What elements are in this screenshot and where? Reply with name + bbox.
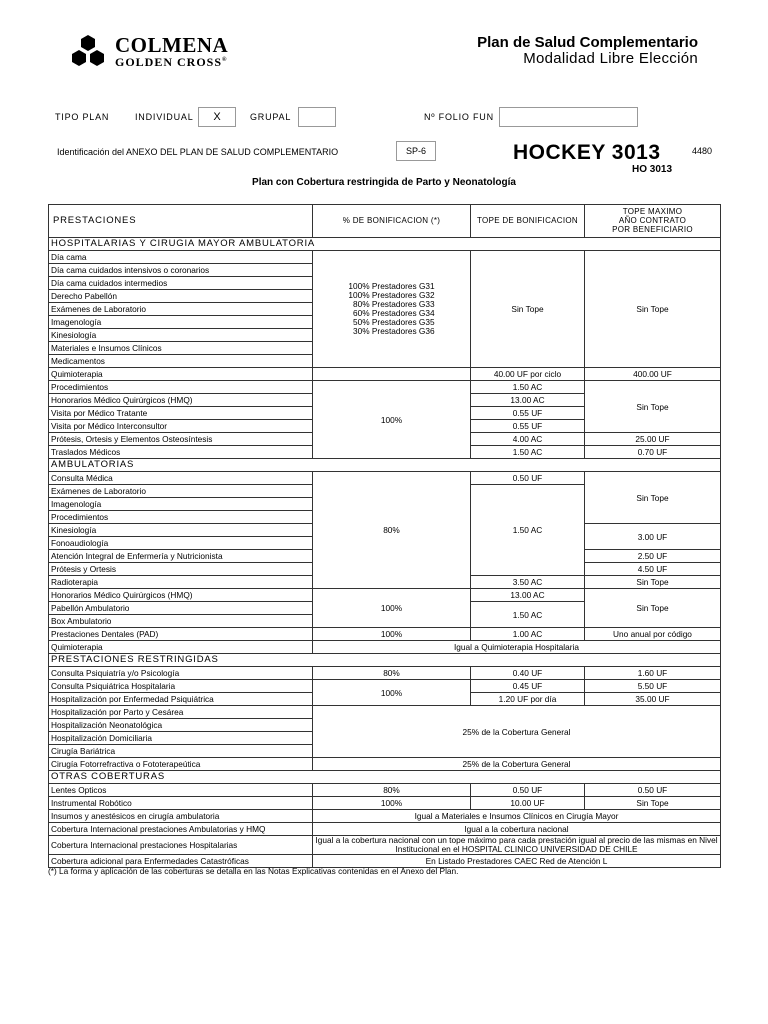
row-label: Hospitalización Domiciliaria xyxy=(49,732,313,745)
hosp-bonificacion: 100% Prestadores G31 100% Prestadores G32 80% Prestadores G33 60% Prestadores G34 50% Prestadores G35 30% Prestadores G36 xyxy=(313,251,471,368)
anexo-label: Identificación del ANEXO DEL PLAN DE SALUD COMPLEMENTARIO xyxy=(57,147,339,157)
hosp-tope: Sin Tope xyxy=(471,251,585,368)
row-label: Atención Integral de Enfermería y Nutricionista xyxy=(49,550,313,563)
cell-bonificacion: 100% xyxy=(313,628,471,641)
cell-tope: 13.00 AC xyxy=(471,394,585,407)
cell-tope-max: 4.50 UF xyxy=(585,563,721,576)
row-label: Prestaciones Dentales (PAD) xyxy=(49,628,313,641)
row-label: Hospitalización por Enfermedad Psiquiátrica xyxy=(49,693,313,706)
cell-tope: 10.00 UF xyxy=(471,797,585,810)
brand-name: COLMENA xyxy=(115,33,229,57)
row-label: Día cama cuidados intermedios xyxy=(49,277,313,290)
footnote: (*) La forma y aplicación de las coberturas se detalla en las Notas Explicativas contenidas en el Anexo del Plan. xyxy=(48,866,459,876)
cell-tope: 3.50 AC xyxy=(471,576,585,589)
header-tope: TOPE DE BONIFICACION xyxy=(471,205,585,238)
cell-tope: 1.20 UF por día xyxy=(471,693,585,706)
cell-tope: 40.00 UF por ciclo xyxy=(471,368,585,381)
hosp2-bonificacion: 100% xyxy=(313,381,471,459)
cell-tope-max: 3.00 UF xyxy=(585,524,721,550)
grupal-field[interactable] xyxy=(298,107,336,127)
row-label: Cobertura adicional para Enfermedades Catastróficas xyxy=(49,855,313,868)
row-label: Honorarios Médico Quirúrgicos (HMQ) xyxy=(49,589,313,602)
table-row xyxy=(49,368,721,381)
row-label: Derecho Pabellón xyxy=(49,290,313,303)
cell-tope: 0.50 UF xyxy=(471,472,585,485)
table-row xyxy=(49,823,721,836)
section-restringidas: PRESTACIONES RESTRINGIDAS xyxy=(49,654,721,667)
hosp2-tope-max: Sin Tope xyxy=(585,381,721,433)
header-prestaciones: PRESTACIONES xyxy=(49,205,313,238)
cell-tope: 4.00 AC xyxy=(471,433,585,446)
plan-number: 4480 xyxy=(692,146,713,156)
row-label: Día cama cuidados intensivos o coronarios xyxy=(49,264,313,277)
cell-tope-max: Sin Tope xyxy=(585,576,721,589)
row-label: Consulta Médica xyxy=(49,472,313,485)
table-row xyxy=(49,836,721,855)
row-label: Prótesis, Ortesis y Elementos Osteosíntesis xyxy=(49,433,313,446)
row-label: Kinesiología xyxy=(49,329,313,342)
row-label: Prótesis y Ortesis xyxy=(49,563,313,576)
cell-tope-max: 0.70 UF xyxy=(585,446,721,459)
coverage-table xyxy=(48,204,721,868)
plan-code: HO 3013 xyxy=(632,164,673,175)
row-label: Procedimientos xyxy=(49,381,313,394)
cell-tope: 0.40 UF xyxy=(471,667,585,680)
row-label: Quimioterapia xyxy=(49,368,313,381)
row-label: Visita por Médico Tratante xyxy=(49,407,313,420)
table-row xyxy=(49,706,721,719)
row-label: Medicamentos xyxy=(49,355,313,368)
individual-label: INDIVIDUAL xyxy=(135,112,194,122)
tipo-plan-label: TIPO PLAN xyxy=(55,112,110,122)
header-tope-maximo: TOPE MAXIMO AÑO CONTRATO POR BENEFICIARIO xyxy=(585,205,721,238)
row-label: Lentes Opticos xyxy=(49,784,313,797)
cell-tope: 0.55 UF xyxy=(471,420,585,433)
colmena-logo xyxy=(68,34,268,68)
row-label: Hospitalización por Parto y Cesárea xyxy=(49,706,313,719)
row-label: Cirugía Bariátrica xyxy=(49,745,313,758)
row-label: Pabellón Ambulatorio xyxy=(49,602,313,615)
empty-cell xyxy=(313,368,471,381)
cell-tope: 1.50 AC xyxy=(471,602,585,628)
table-row xyxy=(49,628,721,641)
cell-tope: 0.55 UF xyxy=(471,407,585,420)
cell-tope-max: Uno anual por código xyxy=(585,628,721,641)
cell-bonificacion: 100% xyxy=(313,680,471,706)
grupal-label: GRUPAL xyxy=(250,112,292,122)
cell-tope-max: 2.50 UF xyxy=(585,550,721,563)
table-row xyxy=(49,810,721,823)
table-row xyxy=(49,797,721,810)
table-row xyxy=(49,784,721,797)
row-label: Imagenología xyxy=(49,316,313,329)
row-label: Fonoaudiología xyxy=(49,537,313,550)
row-label: Traslados Médicos xyxy=(49,446,313,459)
row-label: Imagenología xyxy=(49,498,313,511)
row-label: Quimioterapia xyxy=(49,641,313,654)
table-row xyxy=(49,680,721,693)
cell-tope-max: Sin Tope xyxy=(585,797,721,810)
section-hospitalarias: HOSPITALARIAS Y CIRUGIA MAYOR AMBULATORIA xyxy=(49,238,721,251)
header-bonificacion: % DE BONIFICACION (*) xyxy=(313,205,471,238)
cell-tope-max: 1.60 UF xyxy=(585,667,721,680)
row-label: Día cama xyxy=(49,251,313,264)
row-label: Instrumental Robótico xyxy=(49,797,313,810)
table-row xyxy=(49,641,721,654)
cell-bonificacion: 100% xyxy=(313,797,471,810)
anexo-field[interactable]: SP-6 xyxy=(396,141,436,161)
page-title: Plan de Salud Complementario xyxy=(477,34,698,51)
table-header-row xyxy=(49,205,721,238)
honeycomb-logo-icon xyxy=(68,34,108,68)
row-label: Insumos y anestésicos en cirugía ambulatoria xyxy=(49,810,313,823)
row-label: Exámenes de Laboratorio xyxy=(49,303,313,316)
row-label: Consulta Psiquiatría y/o Psicología xyxy=(49,667,313,680)
plan-name: HOCKEY 3013 xyxy=(513,141,661,164)
cell-merged: 25% de la Cobertura General xyxy=(313,706,721,758)
cell-tope-max: 5.50 UF xyxy=(585,680,721,693)
section-ambulatorias: AMBULATORIAS xyxy=(49,459,721,472)
cell-merged: Igual a Quimioterapia Hospitalaria xyxy=(313,641,721,654)
page-subtitle: Modalidad Libre Elección xyxy=(523,50,698,67)
cell-tope-max: 400.00 UF xyxy=(585,368,721,381)
cell-merged: Igual a Materiales e Insumos Clínicos en Cirugía Mayor xyxy=(313,810,721,823)
table-row xyxy=(49,589,721,602)
cell-tope-max: 25.00 UF xyxy=(585,433,721,446)
cell-tope: 1.00 AC xyxy=(471,628,585,641)
plan-subtitle: Plan con Cobertura restringida de Parto y Neonatología xyxy=(252,177,516,188)
folio-field[interactable] xyxy=(499,107,638,127)
row-label: Materiales e Insumos Clínicos xyxy=(49,342,313,355)
amb2-bonificacion: 100% xyxy=(313,589,471,628)
row-label: Cirugía Fotorrefractiva o Fototerapeútica xyxy=(49,758,313,771)
amb-tope-max: Sin Tope xyxy=(585,472,721,524)
row-label: Hospitalización Neonatológica xyxy=(49,719,313,732)
table-row xyxy=(49,472,721,485)
row-label: Procedimientos xyxy=(49,511,313,524)
table-row xyxy=(49,251,721,264)
cell-tope: 13.00 AC xyxy=(471,589,585,602)
cell-tope: 1.50 AC xyxy=(471,446,585,459)
cell-tope: 0.50 UF xyxy=(471,784,585,797)
amb-tope: 1.50 AC xyxy=(471,485,585,576)
table-row xyxy=(49,667,721,680)
row-label: Visita por Médico Interconsultor xyxy=(49,420,313,433)
amb2-tope-max: Sin Tope xyxy=(585,589,721,628)
row-label: Consulta Psiquiátrica Hospitalaria xyxy=(49,680,313,693)
cell-merged: 25% de la Cobertura General xyxy=(313,758,721,771)
cell-tope: 0.45 UF xyxy=(471,680,585,693)
amb-bonificacion: 80% xyxy=(313,472,471,589)
cell-tope: 1.50 AC xyxy=(471,381,585,394)
row-label: Honorarios Médico Quirúrgicos (HMQ) xyxy=(49,394,313,407)
hosp-tope-max: Sin Tope xyxy=(585,251,721,368)
cell-merged: Igual a la cobertura nacional con un tope máximo para cada prestación igual al precio de las mismas en Nivel Institucional en el HOSPITAL CLINICO UNIVERSIDAD DE CHILE xyxy=(313,836,721,855)
row-label: Cobertura Internacional prestaciones Hospitalarias xyxy=(49,836,313,855)
cell-bonificacion: 80% xyxy=(313,667,471,680)
cell-tope-max: 35.00 UF xyxy=(585,693,721,706)
row-label: Box Ambulatorio xyxy=(49,615,313,628)
row-label: Kinesiología xyxy=(49,524,313,537)
section-otras: OTRAS COBERTURAS xyxy=(49,771,721,784)
cell-merged: En Listado Prestadores CAEC Red de Atención L xyxy=(313,855,721,868)
individual-field[interactable]: X xyxy=(198,107,236,127)
row-label: Cobertura Internacional prestaciones Ambulatorias y HMQ xyxy=(49,823,313,836)
cell-merged: Igual a la cobertura nacional xyxy=(313,823,721,836)
table-row xyxy=(49,758,721,771)
table-row xyxy=(49,381,721,394)
row-label: Exámenes de Laboratorio xyxy=(49,485,313,498)
brand-subname: GOLDEN CROSS® xyxy=(115,55,228,69)
cell-tope-max: 0.50 UF xyxy=(585,784,721,797)
folio-label: Nº FOLIO FUN xyxy=(424,112,494,122)
cell-bonificacion: 80% xyxy=(313,784,471,797)
row-label: Radioterapia xyxy=(49,576,313,589)
